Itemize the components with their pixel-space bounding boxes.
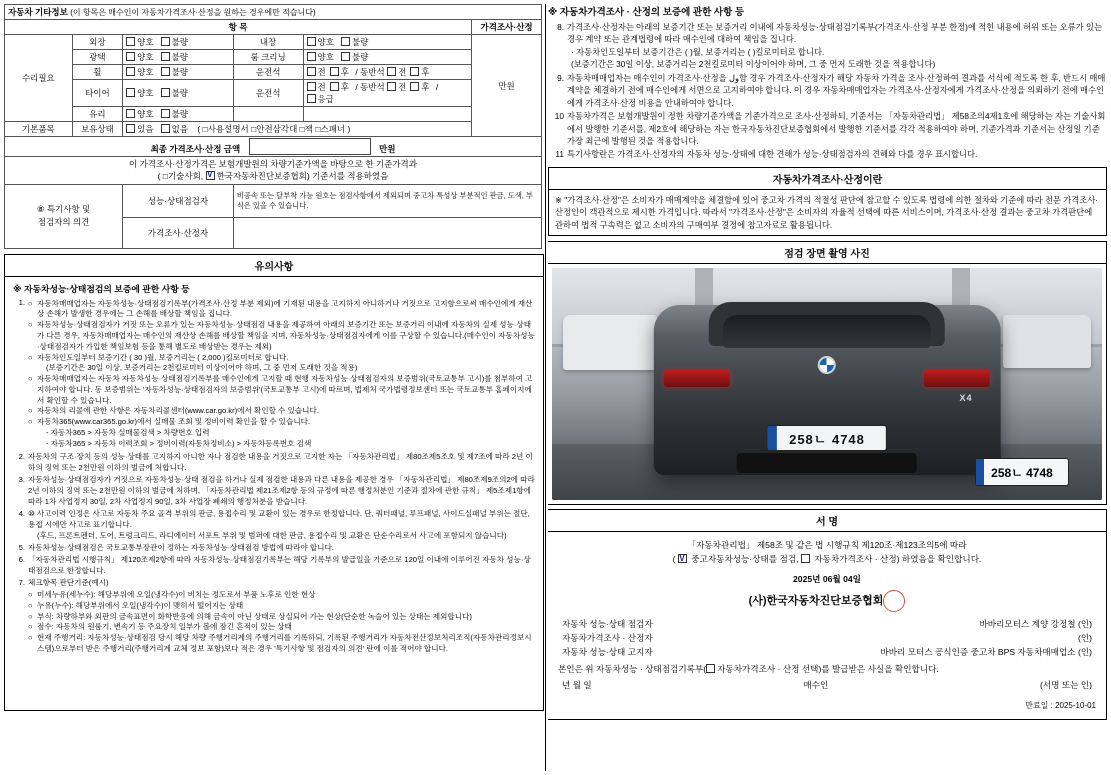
remark-appraiser-text[interactable]: [233, 217, 541, 248]
basic-item-options[interactable]: 있음 없음 ( □사용설명서 □안전삼각대 □잭 □스패너 ): [123, 122, 472, 137]
tire-options[interactable]: 양호 불량: [123, 80, 234, 107]
issuing-organization: (사)한국자동차진단보증협회: [558, 590, 1096, 612]
final-price-label: 최종 가격조사·산정 금액: [150, 144, 241, 154]
price-appraisal-checkbox[interactable]: [801, 554, 810, 563]
mid-label-roomcleaning: 룸 크리닝: [233, 50, 303, 65]
signature-legal-line2: ( V 중고자동차성능·상태를 점검, 자동차가격조사 · 산정) 하였음을 확인합니다.: [558, 552, 1096, 566]
remark-appraiser-label: 가격조사·산정자: [123, 217, 234, 248]
price-basis-line2b: 한국자동차진단보증협회) 기준서를 적용하였음: [216, 171, 389, 182]
row-label-repair: 수리필요: [5, 35, 73, 122]
price-basis-line2a: ( □기술사회,: [157, 171, 204, 182]
col-header-item: 항 목: [5, 20, 472, 35]
remark-inspector-label: 성능·상태점검자: [123, 184, 234, 217]
notice-box: [4, 277, 544, 711]
left-column: [4, 4, 544, 711]
license-plate-rear: [767, 425, 887, 451]
sub-label-wheel: 휠: [72, 65, 122, 80]
notice-item-5: 5. 자동차성능·상태점검은 국토교통부장관이 정하는 자동차성능·상태점검 방법에 따라야 합니다.: [18, 542, 334, 552]
tire-position-options[interactable]: 전 후 / 동반석 전 후 / 응급: [303, 80, 472, 107]
price-result-cell: [472, 35, 542, 137]
wheel-passenger-label: 동반석: [360, 67, 385, 77]
signature-legal-line1: 「자동차관리법」 제58조 및 같은 법 시행규칙 제120조·제123조의5에 따라: [687, 540, 967, 551]
appraisal-item-9: 9. 자동차매매업자는 매수인이 가격조사·산정을 ول함 경우 가격조사·산정자가 해당 자동차 가격을 조사·산정하여 결과를 서식에 적도록 한 후, 반드시 매매계약을 체결하기 전에 매수인에게 서면으로 고지하여야 합니다. 이 경우 자동차매매업자는 가격조사·산정자에게 가격조사·산정을 의뢰하기 전에 매수인에게 가격조사·산정 비용을 안내하여야 합니다.: [557, 72, 1106, 108]
sub-label-exterior: 외장: [72, 35, 122, 50]
appraisal-definition-title: 자동차가격조사·산정이란: [548, 167, 1107, 190]
glass-right-empty: [303, 107, 472, 122]
wheel-options[interactable]: 양호 불량: [123, 65, 234, 80]
notice-item-2: 2. 자동차의 구조·장치 등의 성능·상태를 고지하지 아니한 자나 점검한 내용을 거짓으로 고지한 자는 「자동차관리법」 제80조제5조호 및 제7조에 따라 2년 이하의 징역 또는 2천만원 이하의 벌금에 처합니다.: [18, 452, 533, 472]
appraisal-item-11: 11 특기사항란은 가격조사·산정자의 자동차 성능·상태에 대한 견해가 성능·상태점검자의 견해와 다를 경우 표시합니다.: [555, 149, 978, 160]
etc-info-title: [5, 5, 542, 20]
wheel-position-options[interactable]: 전 후 / 동반석 전 후: [303, 65, 472, 80]
buyer-confirm-checkbox[interactable]: [706, 664, 715, 673]
photo-wrapper: [548, 264, 1107, 505]
notice-7-bullets: ○ 미세누유(세누수): 해당부위에 오일(냉각수)이 비치는 정도로서 부품 노후로 인한 현상 ○ 누유(누수): 해당부위에서 오일(냉각수)이 맺히서 떨어지는 상태 ○ 부식: 차량하부와 외판의 금속표면이 화학반응에 의해 금속이 아닌 상태로 상실되어 가는 현상(단순한 녹슬어 있는 상태는 제외합니다) ○ 점수: 자동차의 원룸기, 변속기 등 주요장치 일부가 볼에 잠긴 흔적이 있는 상태 ○ 현재 주행거리: 자동차성능·상태점검 당시 해당 차량 주행거리계의 주행거리를 기록하되, 기록된 주행거리가 자동차전산정보처리조직(자동차관리정보시스템)으로부터 받은 주행거리(주행거리계 교체 정보 포함)보다 적은 경우 '특기사항 및 점검자의 의견' 란에 이를 적어야 합니다.: [28, 589, 532, 653]
wheel-driver-label: 운전석: [233, 65, 303, 80]
tire-emergency-label: 응급: [317, 94, 334, 104]
remark-label: ⑧ 특기사항 및 점검자의 의견: [5, 184, 123, 248]
appraisal-definition-text: ※ "가격조사·산정"은 소비자가 매매계약을 체결함에 있어 중고차 가격의 적절성 판단에 참고할 수 있도록 법령에 의한 절차와 기준에 따라 전문 가격조사·산정인이 객관적으로 제시한 가격입니다. 따라서 "가격조사·산정"은 소비자의 자율적 선택에 따른 서비스이며, 가격조사·산정 결과는 중고차 가격판단에 관하여 법적 구속력은 없고 소비자의 구매여부 결정에 참고자료로 활용됩니다.: [548, 190, 1107, 236]
notice-band-title: 유의사항: [4, 254, 544, 277]
bmw-logo-icon: [818, 356, 836, 374]
exterior-options[interactable]: 양호 불량: [123, 35, 234, 50]
appraisal-item-8: 8. 가격조사·산정자는 아래의 보증기간 또는 보증거리 이내에 자동차성능·상태점검기록부(가격조사·산정 부분 한정)에 적힌 내용에 허위 또는 오류가 있는 경우 계약 또는 관계법령에 따라 매수인에 대하여 책임을 집니다. · 자동차인도일부터 보증기간은 ( )월, 보증거리는 ( )킬로미터로 합니다. (보증기간은 30일 이상, 보증거리는 2천킬로미터 이상이어야 하며, 그 중 먼저 도래한 것을 적용합니다): [557, 22, 1102, 70]
vehicle-rear-window: [723, 315, 931, 347]
notice-item-7: 7. 체크항목 판단기준(예시) ○ 미세누유(세누수): 해당부위에 오일(냉각수)이 비치는 정도로서 부품 노후로 인한 현상 ○ 누유(누수): 해당부위에서 오일(냉각수)이 맺히서 떨어지는 상태 ○ 부식: 차량하부와 외판의 금속표면이 화학반응에 의해 금속이 아닌 상태로 상실되어 가는 현상(단순한 녹슬어 있는 상태는 제외합니다) ○ 점수: 자동차의 원룸기, 변속기 등 주요장치 일부가 볼에 잠긴 흔적이 있는 상태 ○ 현재 주행거리: 자동차성능·상태점검 당시 해당 차량 주행거리계의 주행거리를 기록하되, 기록된 주행거리가 자동차전산정보처리조직(자동차관리정보시스템)으로부터 받은 주행거리(주행거리계 교체 정보 포함)보다 적은 경우 '특기사항 및 점검자의 의견' 란에 이를 적어야 합니다.: [11, 578, 537, 655]
signature-date: 2025년 06월 04일: [793, 574, 861, 585]
rear-bumper-grille: [737, 453, 917, 473]
sub-label-polish: 광택: [72, 50, 122, 65]
sub-label-holding: 보유상태: [72, 122, 122, 137]
notice-list: [11, 298, 537, 656]
remark-inspector-text[interactable]: 비공속 또는 달부착 가능 원호는 점검사항에서 제외되며 중고차 특성상 부분적인 판금, 도색, 부식은 있을 수 있습니다.: [233, 184, 541, 217]
subject-vehicle-rear: [654, 305, 1001, 474]
col-header-price: 가격조사·산정: [472, 20, 542, 35]
mid-label-interior: 내장: [233, 35, 303, 50]
price-unit-man: 만원: [498, 80, 515, 91]
buyer-confirmation-line: 본인은 위 자동차성능 · 상태점검기록부( 자동차가격조사 · 산정 선택)를 발급받은 사실을 확인합니다.: [558, 664, 939, 675]
background-car-left: [563, 315, 657, 371]
sub-label-glass: 유리: [72, 107, 122, 122]
etc-info-title-text: 자동차 기타정보: [8, 7, 68, 17]
vertical-divider: [545, 4, 546, 771]
roomcleaning-options[interactable]: 양호 불량: [303, 50, 472, 65]
final-price-unit: 만원: [378, 144, 396, 154]
tire-driver-label: 운전석: [233, 80, 303, 107]
notice-item-4: 4. ⑩ 사고이력 인정은 사고로 자동차 주요 골격 부위의 판금, 용접수리 및 교환이 있는 경우로 한정합니다. 단, 쿼터패널, 루프패널, 사이드실패널 부위는 절단, 용접 시에만 사고로 표기합니다. (후드, 프론트펜더, 도어, 트렁크리드, 라디에이터 서포트 부위 및 범퍼에 대한 판금, 용접수리 및 교환은 단순수리로서 사고에 포함되지 않습니다): [18, 508, 530, 540]
taillight-right: [924, 370, 990, 387]
photo-band-title: 점검 장면 촬영 사진: [548, 241, 1107, 264]
notice-heading: ※ 자동차성능·상태점검의 보증에 관한 사항 등: [13, 283, 190, 294]
plate-inset-number: 258ㄴ 4748: [991, 465, 1053, 480]
appraisal-warranty-title: ※ 자동차가격조사 · 산정의 보증에 관한 사항 등: [548, 7, 745, 18]
plate-region-strip: [768, 426, 777, 450]
license-plate-inset: [975, 458, 1069, 486]
etc-info-note: (이 항목은 매수인이 자동차가격조사·산정을 원하는 경우에만 적습니다): [70, 8, 316, 17]
final-price-row: [5, 137, 542, 157]
interior-options[interactable]: 양호 불량: [303, 35, 472, 50]
glass-options[interactable]: 양호 불량: [123, 107, 234, 122]
notice-1-bullets: ○ 자동차매매업자는 자동차성능·상태점검기록부(가격조사·산정 부분 제외)에 기재된 내용을 고지하지 아니하거나 거짓으로 고지함으로써 매수인에게 재산상 손해가 발생한 경우에는 그 손해를 배상할 책임을 집니다. ○ 자동차성능·상태점검자가 거짓 또는 오류가 있는 자동차성능·상태점검 내용을 제공하여 아래의 보증기간 또는 보증거리 이내에 자동차의 실제 성능·상태가 다른 경우, 자동차매매업자는 매수인의 재산상 손해를 배상할 책임을 지며, 자동차성능·상태점검자에게 이를 구상할 수 있습니다.(매수인이 자동차성능·상태점검자가 가입한 책임보험 등을 통해 별도로 배상받는 경우는 제외) ○ 자동차인도일부터 보증기간 ( 30 )월, 보증거리는 ( 2,000 )킬로미터로 합니다. (보증기간은 30일 이상, 보증거리는 2천킬로미터 이상이어야 하며, 그 중 먼저 도래한 것을 적용) ○ 자동차매매업자는 자동차 자동차성능·상태점검기록부를 매수인에게 고지할 때 현행 자동차성능·상태점검자의 보증범위(국토교통부 고시)를 첨부하여 고지하여야 합니다. 동 보증범위는 '자동차성능·상태점검자의 보증범위'(국토교통부 고시)에 따르며, 법제처 국가법령정보센터 또는 국토교통부 홈페이지에서 확인할 수 있습니다. ○ 자동차의 리콜에 관한 사항은 자동차리콜센터(www.car.go.kr)에서 확인할 수 있습니다. ○ 자동차365(www.car365.go.kr)에서 실매물 조회 및 정비이력 확인을 할 수 있습니다. - 자동차365 > 자동차 실매물검색 > 차량번호 입력 - 자동차365 > 자동차 이력조회 > 정비이력(자동차정비소) > 자동차등록번호 검색: [28, 298, 535, 448]
expiry-date: 만료일 : 2025-10-01: [1025, 700, 1096, 710]
assoc-checkbox[interactable]: [206, 171, 215, 180]
glass-mid-empty: [233, 107, 303, 122]
polish-options[interactable]: 양호 불량: [123, 50, 234, 65]
appraisal-item-10: 10 자동차가격은 보험개발원이 정한 차량기준가액을 기준가격으로 조사·산정하되, 기준서는 「자동차관리법」 제58조의4제1호에 해당하는 자는 기술사회에서 발행한 기준서를, 제2호에 해당하는 자는 한국자동차진단보증협회에서 발행한 기준서를 각각 적용하여야 하며, 기준가격과 기준서는 산정일 기준 가장 최근에 발행된 것을 적용합니다.: [554, 111, 1106, 146]
buyer-signature-row: 년 월 일 매수인 (서명 또는 인): [562, 680, 1092, 691]
signature-row-notifier: 자동차 성능·상태 고지자 바바리 모터스 공식인증 중고차 BPS 자동차매매업소 (인): [562, 646, 1092, 657]
right-column: [548, 4, 1107, 720]
plate-inset-strip: [976, 459, 984, 485]
etc-info-table: [4, 4, 542, 249]
final-price-input[interactable]: [249, 138, 371, 155]
notice-item-3: 3. 자동차성능·상태점검자가 거짓으로 자동차성능·상태 점검을 하거나 실제 점검한 내용과 다른 내용을 제공한 경우 「자동차관리법」 제80조제9조의2에 따라 2년 이하의 징역 또는 2천만원 이하의 벌금에 처하며, 「자동차관리법 제21조제2항 등의 규정에 따른 행정처분인 기준과 절차에 관한 규칙」 제5조제1항에 따라 1차 사업정지 30일, 2차 사업정지 90일, 3차 사업장 폐쇄의 행정처분을 받습니다.: [18, 475, 535, 506]
notice-item-1: 1. ○ 자동차매매업자는 자동차성능·상태점검기록부(가격조사·산정 부분 제외)에 기재된 내용을 고지하지 아니하거나 거짓으로 고지함으로써 매수인에게 재산상 손해가 발생한 경우에는 그 손해를 배상할 책임을 집니다. ○ 자동차성능·상태점검자가 거짓 또는 오류가 있는 자동차성능·상태점검 내용을 제공하여 아래의 보증기간 또는 보증거리 이내에 자동차의 실제 성능·상태가 다른 경우, 자동차매매업자는 매수인의 재산상 손해를 배상할 책임을 지며, 자동차성능·상태점검자에게 이를 구상할 수 있습니다.(매수인이 자동차성능·상태점검자가 가입한 책임보험 등을 통해 별도로 배상받는 경우는 제외) ○ 자동차인도일부터 보증기간 ( 30 )월, 보증거리는 ( 2,000 )킬로미터로 합니다. (보증기간은 30일 이상, 보증거리는 2천킬로미터 이상이어야 하며, 그 중 먼저 도래한 것을 적용) ○ 자동차매매업자는 자동차 자동차성능·상태점검기록부를 매수인에게 고지할 때 현행 자동차성능·상태점검자의 보증범위(국토교통부 고시)를 첨부하여 고지하여야 합니다. 동 보증범위는 '자동차성능·상태점검자의 보증범위'(국토교통부 고시)에 따르며, 법제처 국가법령정보센터 또는 국토교통부 홈페이지에서 확인할 수 있습니다. ○ 자동차의 리콜에 관한 사항은 자동차리콜센터(www.car.go.kr)에서 확인할 수 있습니다. ○ 자동차365(www.car365.go.kr)에서 실매물 조회 및 정비이력 확인을 할 수 있습니다. - 자동차365 > 자동차 실매물검색 > 차량번호 입력 - 자동차365 > 자동차 이력조회 > 정비이력(자동차정비소) > 자동차등록번호 검색: [11, 298, 537, 451]
model-badge: X4: [959, 393, 973, 404]
background-car-right: [1003, 315, 1091, 368]
sub-label-tire: 타이어: [72, 80, 122, 107]
basic-item-paren: ( □사용설명서 □안전삼각대 □잭 □스패너 ): [197, 124, 351, 134]
signature-row-appraiser: 자동차가격조사 · 산정자 (인): [562, 632, 1092, 643]
performance-check-checkbox[interactable]: [678, 554, 687, 563]
inspection-photo: [552, 268, 1102, 500]
price-basis-paragraph: [5, 157, 542, 185]
official-seal-stamp: [883, 590, 905, 612]
row-label-basic: 기본품목: [5, 122, 73, 137]
price-basis-line1: 이 가격조사·산정가격은 보험개발원의 차량기준가액을 바탕으로 한 기준가격과: [129, 159, 417, 169]
notice-item-6: 6. 「자동차관리법 시행규칙」 제120조제2항에 따라 자동차성능·상태점검기록부는 해당 기록부의 발급일을 기준으로 120일 이내에 이루어진 자동차 성능·상태점검으로 한정합니다.: [18, 555, 531, 575]
taillight-left: [664, 370, 730, 387]
signature-row-inspector: 자동차 성능·상태 점검자 바바리모터스 계양 강정철 (인): [562, 618, 1092, 629]
signature-box: [548, 532, 1107, 720]
appraisal-warranty-list: [548, 21, 1107, 161]
signature-band-title: 서 명: [548, 509, 1107, 532]
plate-number-text: 258ㄴ 4748: [789, 431, 865, 447]
